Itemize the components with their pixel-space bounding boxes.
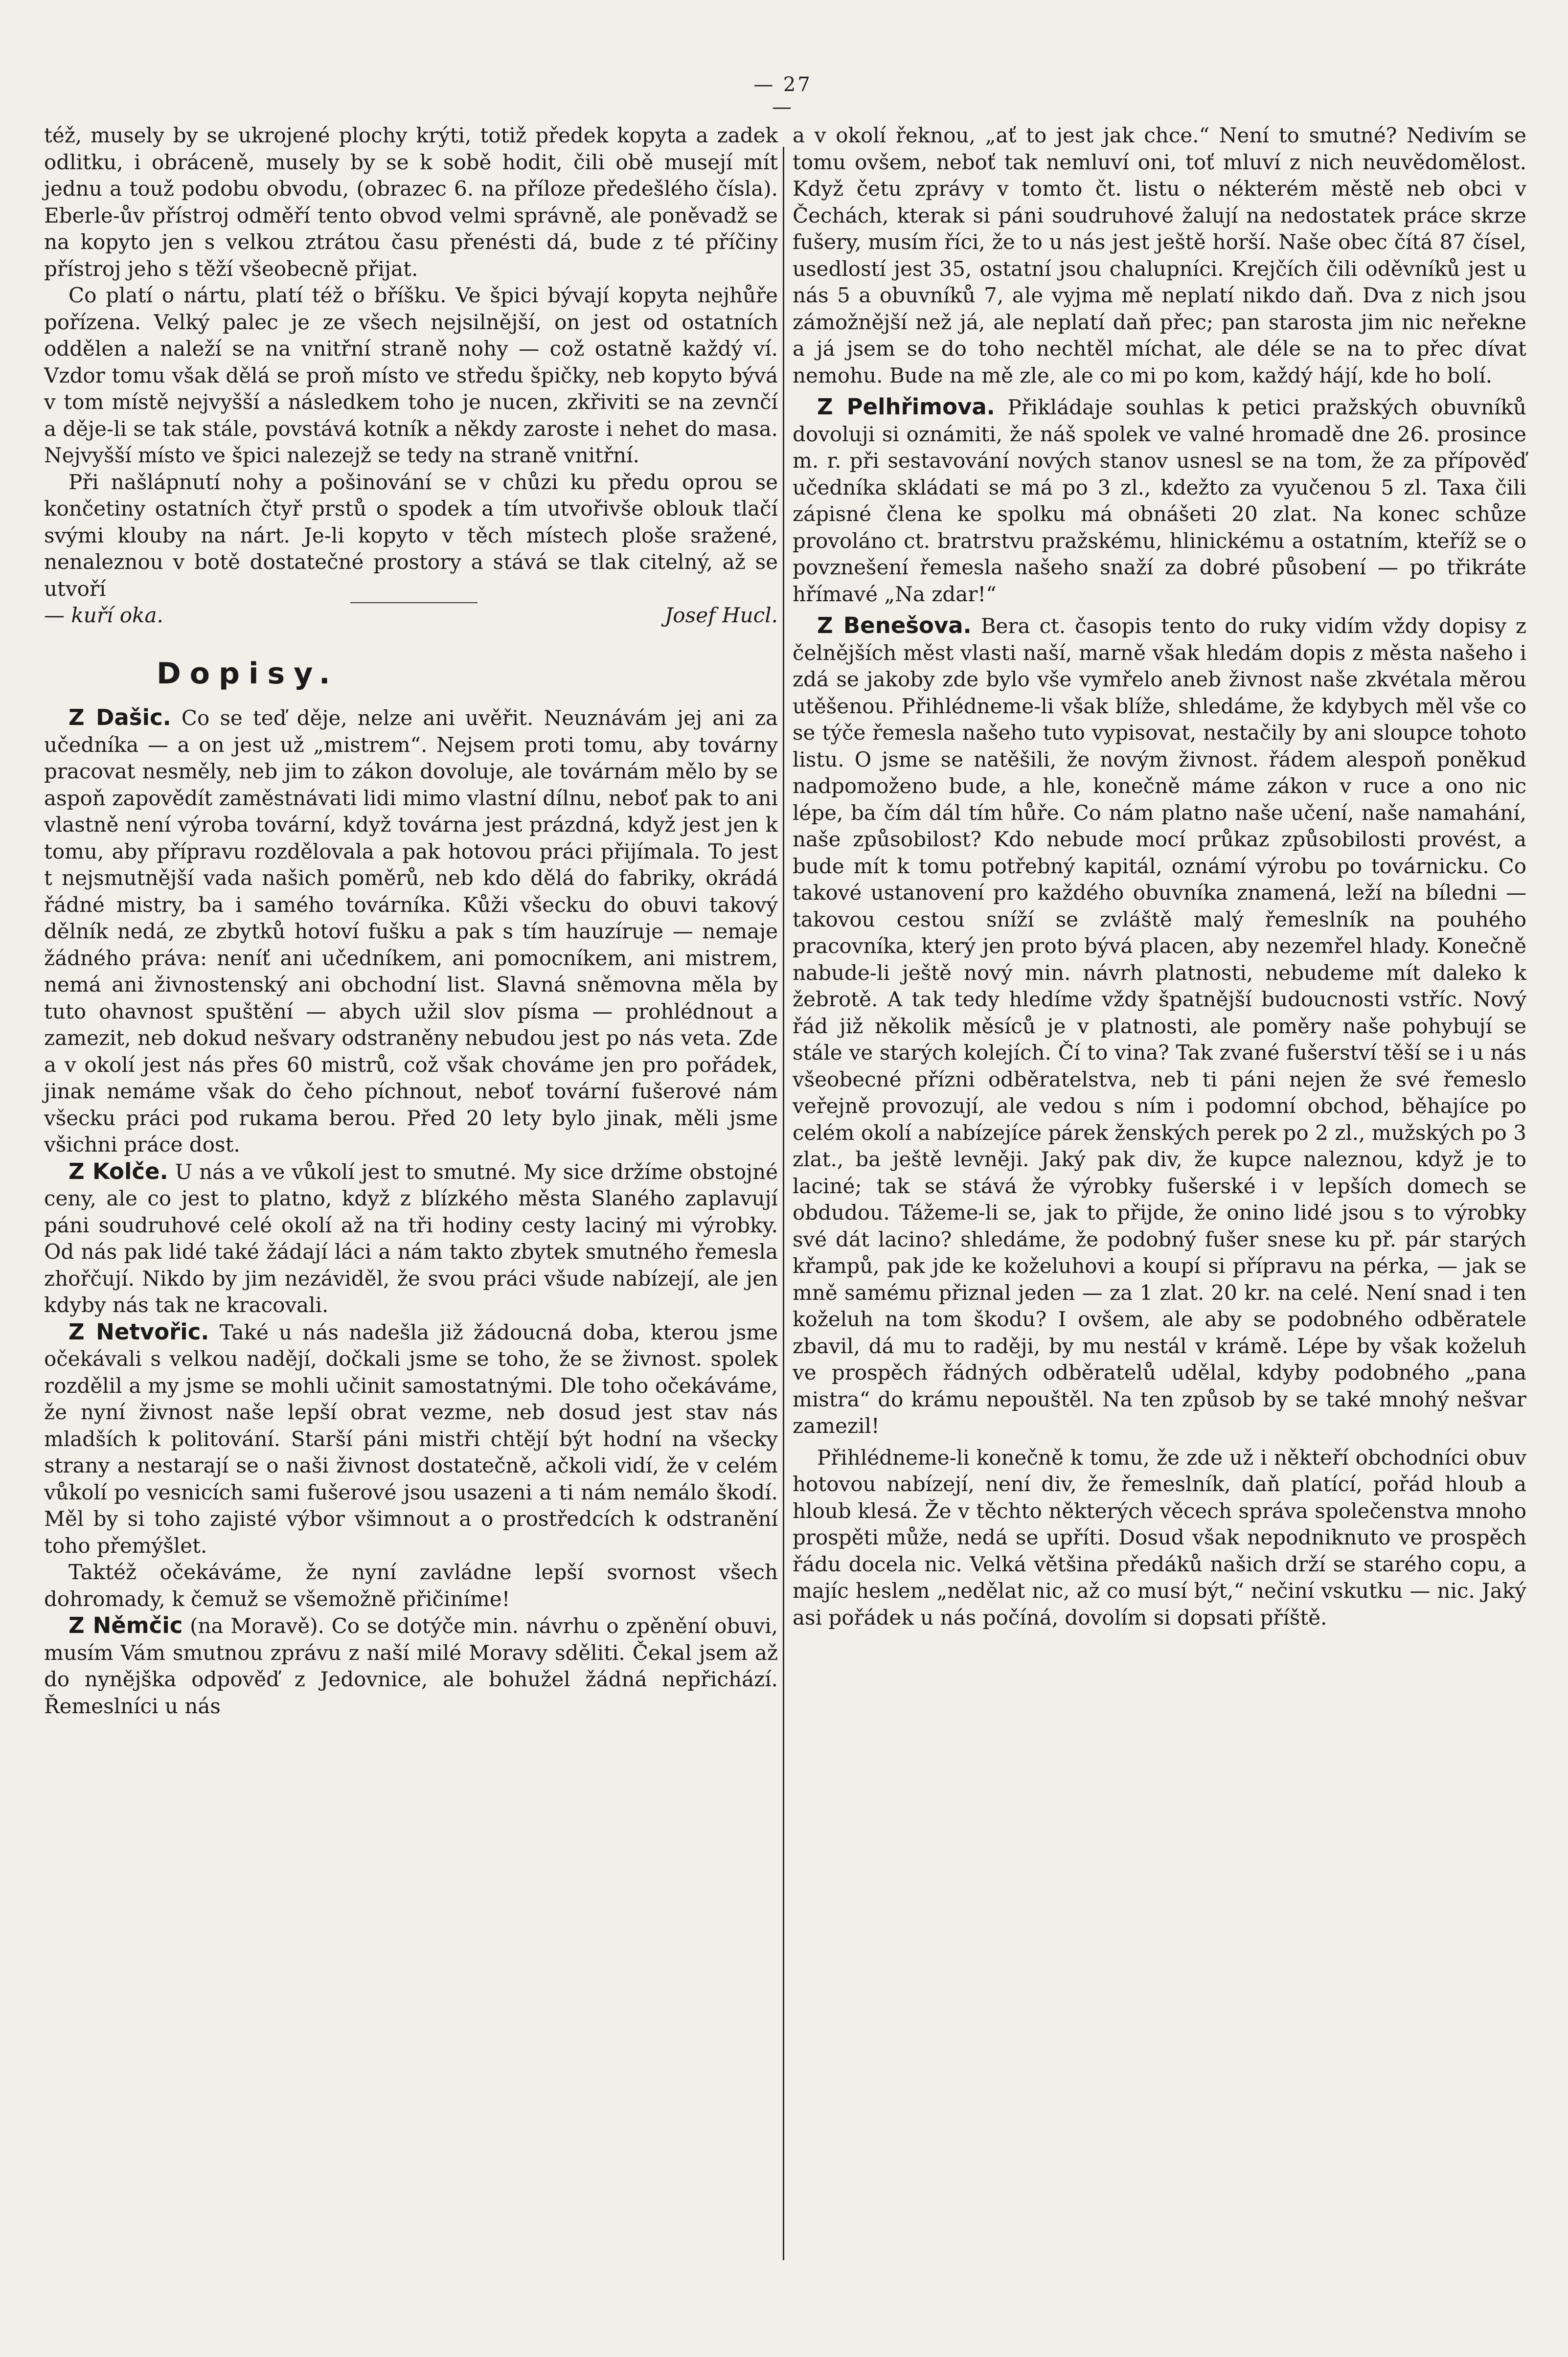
letter-kolec [44, 1158, 778, 1319]
place-name: Z Netvořic. [68, 1318, 209, 1345]
letter-text: Bera ct. časopis tento do ruky vidím vždy dopisy z čelnějších měst vlasti naší, marně však hledám dopis z města našeho i zdá se jakoby zde bylo vše vymřelo aneb živnost naše zkvétala měrou utěšenou. Přihlédneme-li však blíže, shledáme, že kdybych měl vše co se týče řemesla našeho tuto vypisovat, nestačily by ani sloupce tohoto listu. O jsme se natěšili, že novým živnost. řádem alespoň poněkud nadpomoženo bude, a hle, konečně máme zákon v ruce a ono nic lépe, ba čím dál tím hůře. Co nám platno naše učení, naše namahání, naše způsobilost? Kdo nebude mocí průkaz způsobilosti provést, a bude mít k tomu potřebný kapitál, oznámí výrobu po továrnicku. Co takové ustanovení pro každého obuvníka znamená, leží na bíledni — takovou cestou sníží se zvláště malý řemeslník na pouhého pracovníka, který jen proto bývá placen, aby nezemřel hlady. Konečně nabude-li ještě nový min. návrh platnosti, nebudeme mít daleko k žebrotě. A tak tedy hledíme vždy špatnější budoucnosti vstříc. Nový řád již několik měsíců je v platnosti, ale poměry naše pohybují se stále ve starých kolejích. Čí to vina? Tak zvané fušerství těší se i u nás všeobecné přízni odběratelstva, neb ti páni nejen že své řemeslo veřejně provozují, ale vedou s ním i podomní obchod, běhajíce po celém okolí a nabízejíce párek ženských perek po 2 zl., mužských po 3 zlat., ba ještě levněji. Jaký pak div, že kupce naleznou, když je to laciné; tak se stává že výrobky fušerské i v lepších domech se obdudou. Tážeme-li se, jak to přijde, že onino lidé jsou s to výrobky své dát lacino? shledáme, že podobný fušer snese ku př. pár starých křampů, pak jde ke koželuhovi a koupí si přípravu na pérka, — jak se mně samému přiznal jeden — za 1 zlat. 20 kr. na celé. Není snad i ten koželuh na tom škodu? I ovšem, ale aby se podobného odběratele zbavil, dá mu to raději, by mu nestál v krámě. Lépe by však koželuh ve prospěch řádných odběratelů udělal, kdyby podobného „pana mistra“ do krámu nepouštěl. Na ten způsob by se také mnohý nešvar zamezil! [793, 614, 1526, 1438]
letter-pelhrimov [793, 394, 1526, 608]
page-number: — 27 — [753, 73, 812, 118]
letter-benesov [793, 612, 1526, 1440]
signature-left: — kuří oka. [44, 603, 163, 627]
column-rule [783, 147, 784, 2260]
letter-text: (na Moravě). Co se dotýče min. návrhu o zpěnění obuvi, musím Vám smutnou zprávu z naší milé Moravy sděliti. Čekal jsem až do nynějška odpověď z Jedovnice, ale bohužel žádná nepřichází. Řemeslníci u nás [44, 1614, 778, 1718]
place-name: Z Němčic [68, 1612, 183, 1638]
letter-nemcice [44, 1612, 778, 1720]
left-column [44, 122, 778, 1720]
place-name: Z Benešova. [817, 612, 972, 638]
paragraph: též, musely by se ukrojené plochy krýti, totiž předek kopyta a zadek odlitku, i obráceně, musely by se k sobě hodit, čili obě musejí mít jednu a touž podobu obvodu, (obrazec 6. na příloze předešlého čísla). Eberle-ův přístroj odměří tento obvod velmi správně, ale poněvadž se na kopyto jen s velkou ztrátou času přenésti dá, bude z té příčiny přístroj jeho s těží všeobecně přijat. [44, 123, 778, 281]
letter-text: U nás a ve vůkolí jest to smutné. My sice držíme obstojné ceny, ale co jest to platno, když z blízkého města Slaného zaplavují páni soudruhové celé okolí až na tři hodiny cesty laciný mi výrobky. Od nás pak lidé také žádají láci a nám takto zbytek smutného řemesla zhořčují. Nikdo by jim nezáviděl, že svou práci všude nabízejí, ale jen kdyby nás tak ne kracovali. [44, 1159, 778, 1317]
paragraph: Přihlédneme-li konečně k tomu, že zde už i někteří obchodníci obuv hotovou nabízejí, není div, že řemeslník, daň platící, pořád hloub a hloub klesá. Že v těchto některých věcech správa společenstva mnoho prospěti může, nedá se upříti. Dosud však nepodniknuto ve prospěch řádu docela nic. Velká většina předáků našich drží se starého copu, a majíc heslem „nedělat nic, až co musí být,“ nečiní vskutku — nic. Jaký asi pořádek u nás počíná, dovolím si dopsati příště. [793, 1445, 1526, 1630]
letter-text: Přikládaje souhlas k petici pražských obuvníků dovoluji si oznámiti, že náš spolek ve valné hromadě dne 26. prosince m. r. při sestavování nových stanov usnesl se na tom, že za přípověď učedníka skládati se má po 3 zl., kdežto za vyučenou 5 zl. Taxa čili zápisné člena ke spolku má obnášeti 20 zlat. Na konec schůze provoláno ct. bratrstvu pražskému, hlinickému a ostatním, kteříž se o povznešení řemesla našeho snaží za dobré působení — po třikráte hřímavé „Na zdar!“ [793, 395, 1526, 606]
place-name: Z Kolče. [68, 1158, 168, 1184]
paragraph: Co platí o nártu, platí též o bříšku. Ve špici bývají kopyta nejhůře pořízena. Velký palec je ze všech nejsilnější, on jest od ostatních oddělen a naleží se na vnitřní straně nohy — což ostatně každý ví. Vzdor tomu však dělá se proň místo ve středu špičky, neb kopyto bývá v tom místě nejvyšší a následkem toho je nucen, zkřiviti se na zevnčí a děje-li se tak stále, povstává kotník a někdy zaroste i nehet do masa. Nejvyšší místo ve špici nalezejž se tedy na straně vnitřní. [44, 283, 778, 467]
letter-dasice [44, 704, 778, 1158]
right-column [793, 122, 1526, 1631]
separator [350, 602, 477, 629]
letter-text: Také u nás nadešla již žádoucná doba, kterou jsme očekávali s velkou nadějí, dočkali jsme se toho, že se živnost. spolek rozdělil a my jsme se mohli učinit samostatnými. Dle toho očekáváme, že nyní živnost naše lepší obrat vezme, neb dosud jest stav nás mladších k politování. Starší páni mistři chtějí být hodní na všecky strany a nestarají se o naši živnost dostatečně, ačkoli vidí, že v celém vůkolí po vesnicích sami fušerové jsou usazeni a ti nám nemálo škodí. Měl by si toho zajisté výbor všimnout a o prostředcích k odstranění toho přemýšlet. [44, 1320, 778, 1558]
paragraph: Taktéž očekáváme, že nyní zavládne lepší svornost všech dohromady, k čemuž se všemožně přičiníme! [44, 1560, 778, 1611]
paragraph: Při našlápnutí nohy a pošinování se v chůzi ku předu oprou se končetiny ostatních čtyř prstů o spodek a tím utvořivše oblouk tlačí svými klouby na nárt. Je-li kopyto v těch místech ploše sražené, nenaleznou v botě dostatečné prostory a stává se tlak citelný, až se utvoří [44, 470, 778, 601]
section-heading: Dopisy. [157, 656, 339, 691]
letter-netvorice [44, 1319, 778, 1560]
place-name: Z Pelhřimova. [817, 394, 995, 420]
signature-author: Josef Hucl. [664, 603, 778, 627]
paragraph: a v okolí řeknou, „ať to jest jak chce.“ Není to smutné? Nedivím se tomu ovšem, neboť tak nemluví oni, toť mluví z nich neuvědomělost. Když četu zprávy v tomto čt. listu o nékterém městě neb obci v Čechách, kterak si páni soudruhové žalují na nedostatek práce skrze fušery, musím říci, že to u nás jest ještě horší. Naše obec čítá 87 čísel, usedlostí jest 35, ostatní jsou chalupníci. Krejčích čili oděvníků jest u nás 5 a obuvníků 7, ale vyjma mě neplatí nikdo daň. Dva z nich jsou zámožnější než já, ale neplatí daň přec; pan starosta jim nic neřekne a já jsem se do toho nechtěl míchat, ale déle se na to přec dívat nemohu. Bude na mě zle, ale co mi po kom, každý hájí, kde ho bolí. [793, 123, 1526, 387]
signature-line [44, 602, 778, 629]
letter-text: Co se teď děje, nelze ani uvěřit. Neuznávám jej ani za učedníka — a on jest už „mistrem“. Nejsem proti tomu, aby továrny pracovat nesměly, neb jim to zákon dovoluje, ale továrnám mělo by se aspoň zapovědít zaměstnávati lidi mimo vlastní dílnu, neboť pak to ani vlastně není výroba tovární, když továrna jest prázdná, když jest jen k tomu, aby přípravu rozdělovala a pak hotovou práci přijímala. To jest t nejsmutnější vada našich poměrů, neb kdo dělá do fabriky, okrádá řádné mistry, ba i samého továrníka. Kůži všecku do obuvi takový dělník nedá, ze zbytků hotoví fušku a pak s tím hauzíruje — nemaje žádného práva: neníť ani učedníkem, ani pomocníkem, ani mistrem, nemá ani živnostenský ani obchodní list. Slavná sněmovna měla by tuto ohavnost spuštění — abych užil slov písma — prohlédnout a zamezit, neb dokud nešvary odstraněny nebudou jest po nás veta. Zde a v okolí jest nás přes 60 mistrů, což však chováme jen pro pořádek, jinak nemáme však do čeho píchnout, neboť tovární fušerové nám všecku práci pod rukama berou. Před 20 lety bylo jinak, měli jsme všichni práce dost. [44, 706, 778, 1156]
place-name: Z Dašic. [68, 704, 171, 730]
